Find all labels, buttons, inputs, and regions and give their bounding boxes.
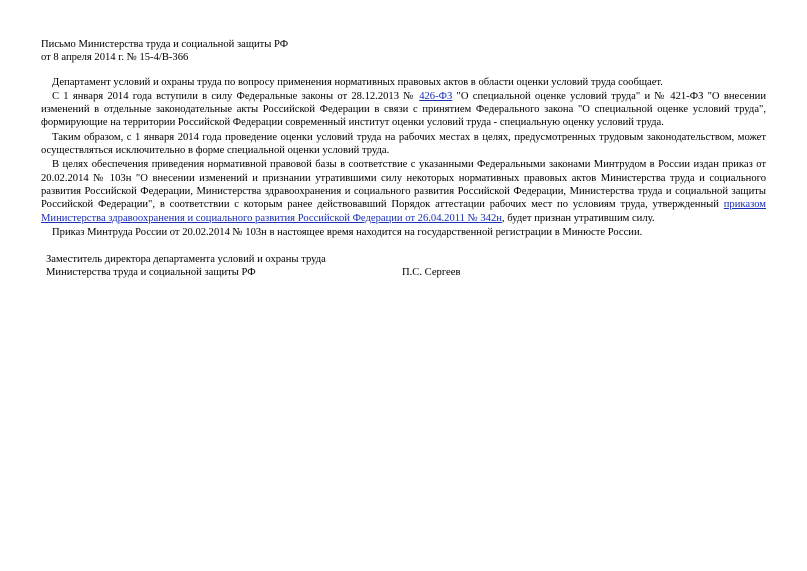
paragraph-conclusion: Таким образом, с 1 января 2014 года проведение оценки условий труда на рабочих местах в целях, предусмотренных трудовым законодательством, может осуществляться исключительно в форме специальной оценки условий труда. (41, 131, 766, 157)
paragraph-text: "О специальной оценке условий труда" и № 421-ФЗ "О внесении изменений в отдельные законодательные акты Российской Федерации в связи с принятием Федерального закона "О специальной оценке условий труда", формирующие на территории Российской Федерации современный институт оценки условий труда - специальную оценку условий труда. (41, 90, 766, 129)
paragraph-order-103n (41, 158, 766, 224)
paragraph-text: В целях обеспечения приведения нормативной правовой базы в соответствие с указанными Федеральными законами Минтрудом в России издан приказ от 20.02.2014 № 103н "О внесении изменений и признании утратившими силу некоторых нормативных правовых актов Министерства труда и социального развития Российской Федерации, Министерства здравоохранения и социального развития Российской Федерации, Министерства труда и социальной защиты Российской Федерации", в соответствии с которым ранее действовавший Порядок аттестации рабочих мест по условиям труда, утвержденный (41, 159, 766, 211)
signatory-position: Заместитель директора департамента условий и охраны труда (46, 254, 326, 266)
paragraph-intro: Департамент условий и охраны труда по вопросу применения нормативных правовых актов в области оценки условий труда сообщает. (52, 76, 663, 88)
letter-date-number: от 8 апреля 2014 г. № 15-4/В-366 (41, 52, 189, 64)
signature-row (46, 266, 766, 279)
paragraph-registration: Приказ Минтруда России от 20.02.2014 № 103н в настоящее время находится на государственной регистрации в Минюсте России. (52, 226, 643, 238)
letter-header (41, 38, 766, 65)
document (41, 38, 766, 280)
signature-block (41, 253, 766, 280)
link-law-426-fz[interactable]: 426-ФЗ (419, 90, 453, 102)
paragraph-text: С 1 января 2014 года вступили в силу Федеральные законы от 28.12.2013 № (52, 90, 420, 102)
letter-title: Письмо Министерства труда и социальной защиты РФ (41, 39, 289, 50)
link-order-342n[interactable]: приказом Министерства здравоохранения и социального развития Российской Федерации от 26.04.2011 № 342н (41, 199, 766, 224)
paragraph-text: , будет признан утратившим силу. (501, 212, 655, 224)
paragraph-federal-laws (41, 90, 766, 130)
letter-body (41, 76, 766, 240)
signatory-ministry: Министерства труда и социальной защиты РФ (46, 267, 256, 279)
signatory-name: П.С. Сергеев (402, 267, 461, 279)
